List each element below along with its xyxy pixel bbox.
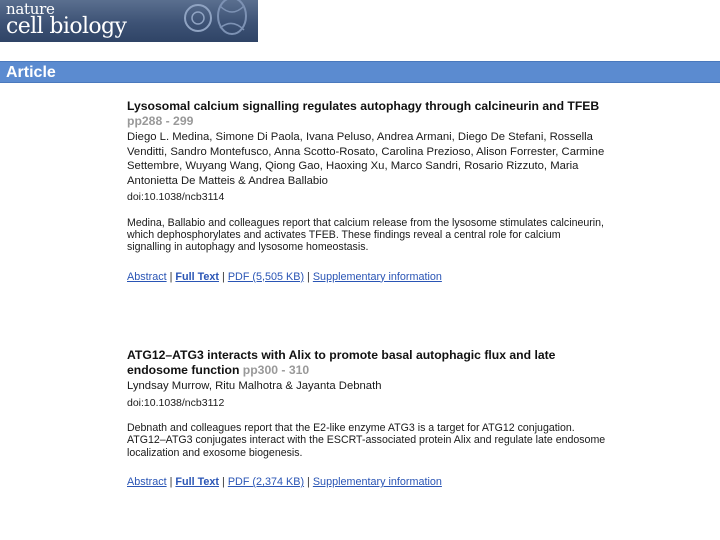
pdf-link[interactable]: PDF (5,505 KB): [227, 270, 305, 283]
article-authors: Diego L. Medina, Simone Di Paola, Ivana Peluso, Andrea Armani, Diego De Stefani, Rossella Venditti, Sandro Montefusco, Anna Scotto-Rosato, Carolina Prezioso, Alison Forrester, Carmine Settembre, Wuyang Wang, Qiong Gao, Haoxing Xu, Marco Sandri, Rosario Rizzuto, Maria Antonietta De Matteis & Andrea Ballabio: [127, 131, 605, 187]
link-separator: |: [169, 270, 173, 283]
link-separator: |: [307, 476, 310, 489]
logo-line-1: nature: [6, 0, 55, 18]
article-title[interactable]: Lysosomal calcium signalling regulates autophagy through calcineurin and TFEB: [127, 99, 600, 113]
logo-line-2: cell biology: [6, 14, 127, 39]
journal-logo[interactable]: [0, 0, 258, 42]
article-pages: pp288 - 299: [127, 113, 194, 128]
article-authors: Lyndsay Murrow, Ritu Malhotra & Jayanta Debnath: [127, 380, 382, 392]
link-separator: |: [222, 270, 225, 283]
article-links: [127, 475, 607, 490]
pdf-link[interactable]: PDF (2,374 KB): [227, 476, 305, 489]
supplementary-link[interactable]: Supplementary information: [312, 476, 442, 489]
full-text-link[interactable]: Full Text: [175, 476, 220, 489]
full-text-link[interactable]: Full Text: [175, 270, 220, 283]
article-summary: Debnath and colleagues report that the E2-like enzyme ATG3 is a target for ATG12 conjugation. ATG12–ATG3 conjugates interact with the ESCRT-associated protein Alix and regulate late endosome localization and exosome biogenesis.: [127, 422, 606, 459]
article-title-line: [127, 348, 607, 377]
article-doi: doi:10.1038/ncb3112: [127, 396, 225, 409]
section-banner: [0, 61, 720, 83]
article-title-line: [127, 99, 607, 128]
article-entry: [127, 348, 607, 490]
article-links: [127, 270, 607, 285]
section-banner-label: Article: [6, 64, 56, 81]
supplementary-link[interactable]: Supplementary information: [312, 270, 442, 283]
article-title[interactable]: ATG12–ATG3 interacts with Alix to promote basal autophagic flux and late endosome function: [127, 348, 556, 377]
article-summary: Medina, Ballabio and colleagues report that calcium release from the lysosome stimulates calcineurin, which dephosphorylates and activates TFEB. These findings reveal a central role for calcium signalling in autophagy and lysosome homeostasis.: [127, 216, 604, 254]
logo-decoration-icon: [168, 0, 258, 42]
abstract-link[interactable]: Abstract: [127, 476, 167, 489]
abstract-link[interactable]: Abstract: [127, 270, 167, 283]
article-doi: doi:10.1038/ncb3114: [127, 191, 225, 203]
article-entry: [127, 99, 607, 284]
article-pages: pp300 - 310: [242, 362, 310, 377]
link-separator: |: [307, 270, 310, 283]
link-separator: |: [222, 476, 225, 489]
link-separator: |: [169, 476, 173, 489]
